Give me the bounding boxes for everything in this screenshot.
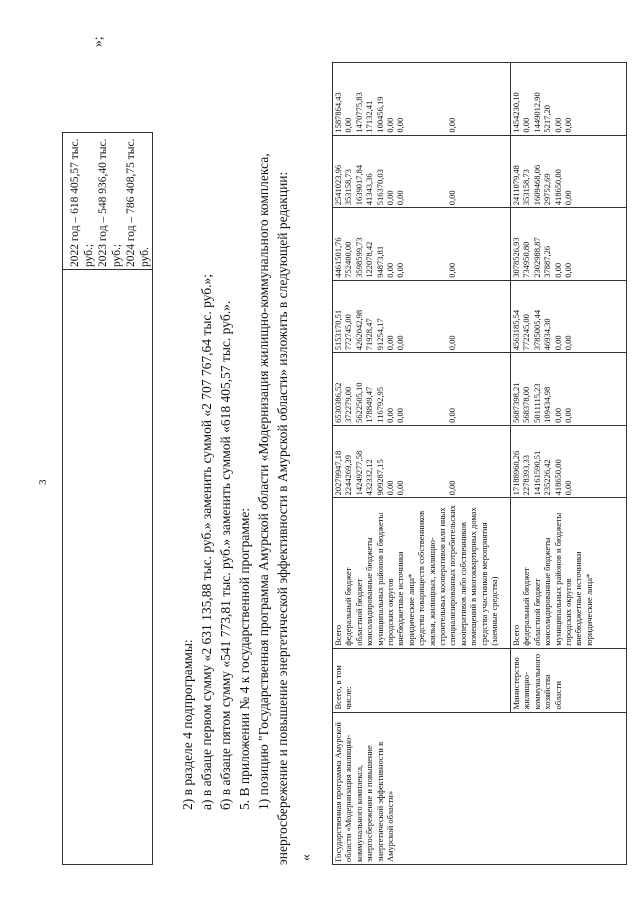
value-cell: 6530386,52 372279,00 5622505,10 178849,47 116792,95 0,00 0,00 0,00 [333, 353, 511, 426]
value-cell: 5687398,21 568378,00 5011115,23 109434,98 0,00 0,00 [511, 353, 627, 426]
para-appendix4: 5. В приложении № 4 к государственной программе: [237, 507, 252, 810]
value-cell: 4461501,76 752400,00 3598599,73 122078,42 94873,81 0,00 0,00 0,00 [333, 208, 511, 281]
value-cell: 4563185,54 772245,00 3785005,44 46934,30 0,00 0,00 [511, 280, 627, 353]
value-cell: 5153170,51 772745,00 4262042,98 71928,47 91254,17 0,00 0,00 0,00 [333, 280, 511, 353]
prev-table-years-cell [63, 133, 153, 270]
ministry-cell: Министерство жилищно-коммунального хозяйства области [511, 648, 627, 712]
total-label-cell: Всего, в том числе: [333, 648, 511, 712]
year-2022: 2022 год – 618 405,57 тыс. руб.; [69, 138, 95, 267]
value-cell: 1587864,43 0,00 1470775,83 17132,41 100456,19 0,00 0,00 0,00 [333, 63, 511, 136]
table-row [333, 63, 511, 865]
rotated-page [20, 23, 620, 885]
sources-cell: Всего федеральный бюджет областной бюджет консолидированные бюджеты муниципальных районов и бюджеты городских округов внебюджетные источники юридические лица* [511, 498, 627, 648]
value-cell: 2411079,48 353158,73 1609468,06 29752,69 418650,00 0,00 [511, 135, 627, 208]
value-cell: 1454230,10 0,00 1449012,90 5217,20 0,00 0,00 [511, 63, 627, 136]
program-name-cell: Государственная программа Амурской области «Модернизация жилищно-коммунального комплекса, энергосбережение и повышение энергетической эффективности в Амурской области» [333, 712, 627, 864]
value-cell: 2541023,96 353158,73 1639017,84 41343,36 516370,03 0,00 0,00 0,00 [333, 135, 511, 208]
closing-quote: »; [90, 36, 105, 47]
open-quote: « [298, 854, 313, 861]
year-2023: 2023 год – 548 936,40 тыс. руб.; [97, 138, 123, 267]
para-section4: 2) в разделе 4 подпрограммы: [180, 639, 195, 810]
value-cell: 20279947,18 2244269,39 14249277,58 432332,12 909287,15 0,00 0,00 0,00 [333, 425, 511, 498]
para-position-line2: энергосбережение и повышение энергетической эффективности в Амурской области» изложить в следующей редакции: [275, 171, 290, 865]
para-a: а) в абзаце первом сумму «2 631 135,88 тыс. руб.» заменить суммой «2 707 767,64 тыс. руб.»; [199, 273, 214, 810]
program-table [332, 62, 627, 865]
page-number: 3 [37, 479, 49, 485]
year-2024: 2024 год – 786 408,75 тыс. руб. [125, 138, 151, 267]
prev-table-empty-cell [63, 270, 153, 865]
value-cell: 17188960,26 2278393,33 14161590,51 235226,42 418650,00 0,00 [511, 425, 627, 498]
value-cell: 3078526,93 734950,80 2302988,87 37887,26 0,00 0,00 [511, 208, 627, 281]
prev-table-fragment [62, 132, 153, 865]
para-position-line1: 1) позицию "Государственная программа Амурской области «Модернизация жилищно-коммунального комплекса, [256, 153, 271, 810]
para-b: б) в абзаце пятом сумму «541 773,81 тыс. руб.» заменить суммой «618 405,57 тыс. руб.». [218, 300, 233, 810]
sources-cell: Всего федеральный бюджет областной бюджет консолидированные бюджеты муниципальных районов и бюджеты городских округов внебюджетные источники юридические лица* средства товариществ собственников жилья, жилищных, жилищно-строительных кооперативов или иных специализированных потребительских кооперативов либо собственников помещений в многоквартирных домах средства участников мероприятия (заемные средства) [333, 498, 511, 648]
